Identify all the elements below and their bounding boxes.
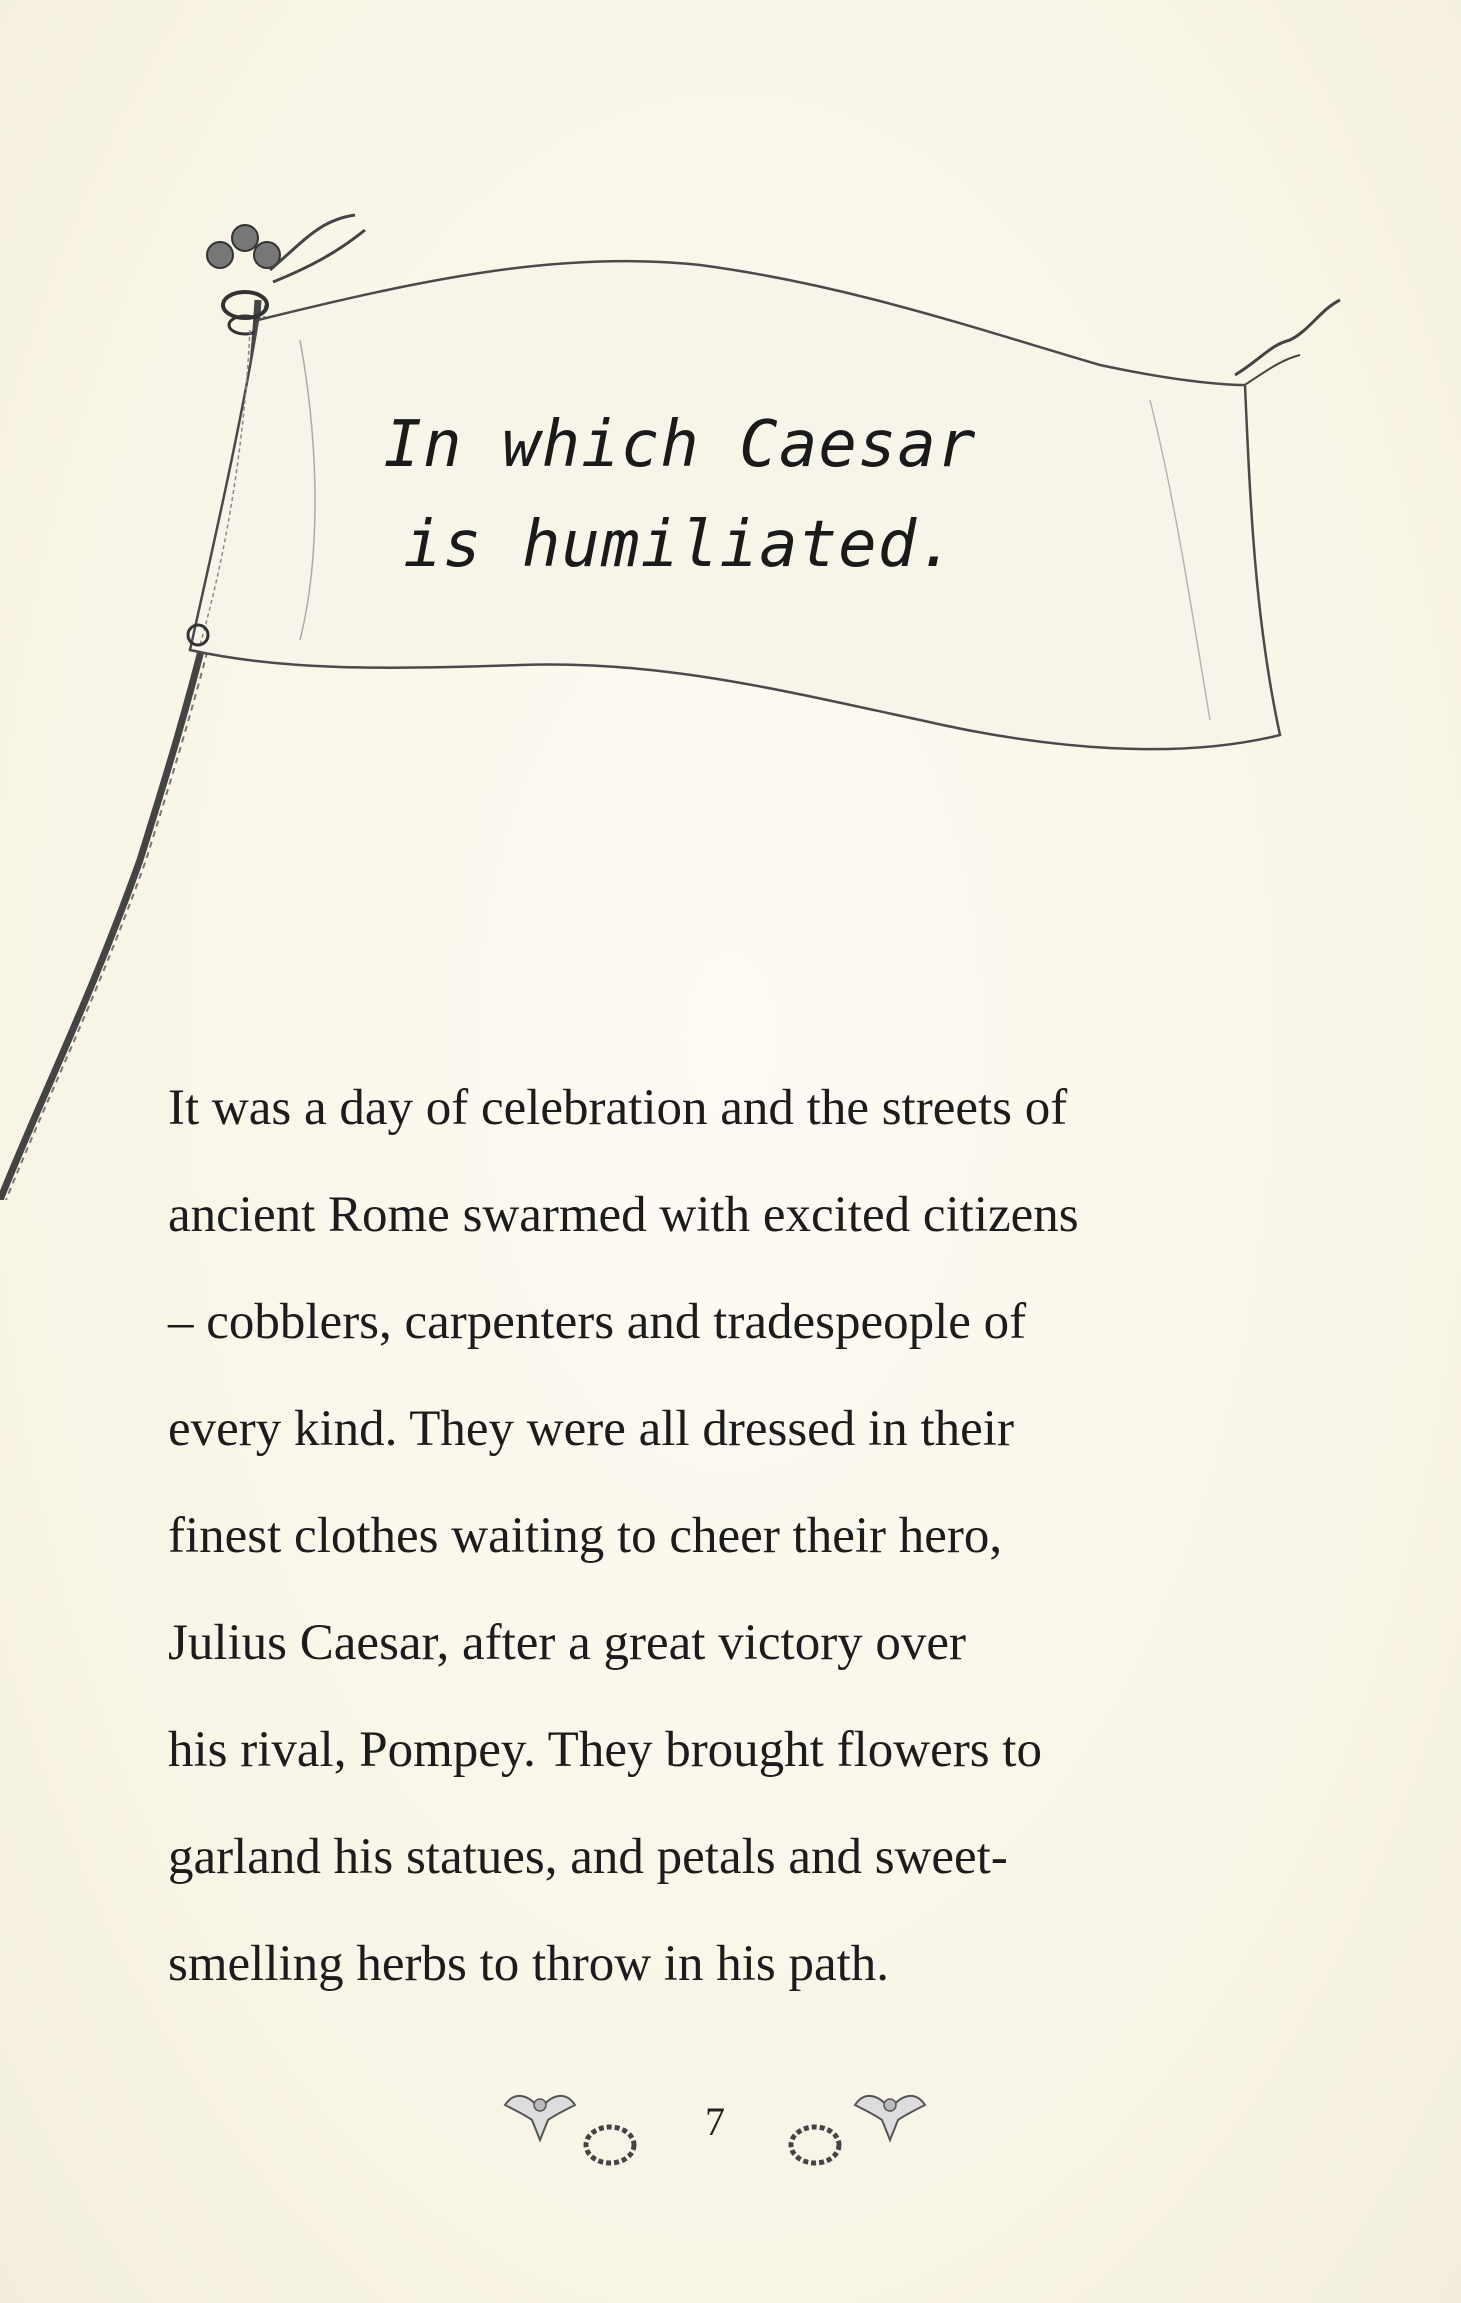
text-line: ancient Rome swarmed with excited citizens (168, 1187, 1079, 1243)
text-line: smelling herbs to throw in his path. (168, 1936, 890, 1992)
page-number: 7 (705, 2099, 725, 2144)
body-paragraph (168, 1055, 1298, 2018)
text-line: Julius Caesar, after a great victory over (168, 1615, 967, 1671)
text-line: every kind. They were all dressed in their (168, 1401, 1014, 1457)
text-line: finest clothes waiting to cheer their hero, (168, 1508, 1003, 1564)
chapter-title-line: In which Caesar (383, 408, 977, 482)
text-line: It was a day of celebration and the streets of (168, 1080, 1068, 1136)
text-line: – cobblers, carpenters and tradespeople of (168, 1294, 1027, 1350)
laurel-wreath-icon (791, 2127, 839, 2163)
eagle-icon (505, 2096, 575, 2140)
eagle-icon (855, 2096, 925, 2140)
chapter-title (330, 395, 1030, 595)
text-line: his rival, Pompey. They brought flowers to (168, 1722, 1042, 1778)
text-line: garland his statues, and petals and sweet- (168, 1829, 1008, 1885)
laurel-wreath-icon (586, 2127, 634, 2163)
chapter-title-line: is humiliated. (403, 508, 957, 582)
